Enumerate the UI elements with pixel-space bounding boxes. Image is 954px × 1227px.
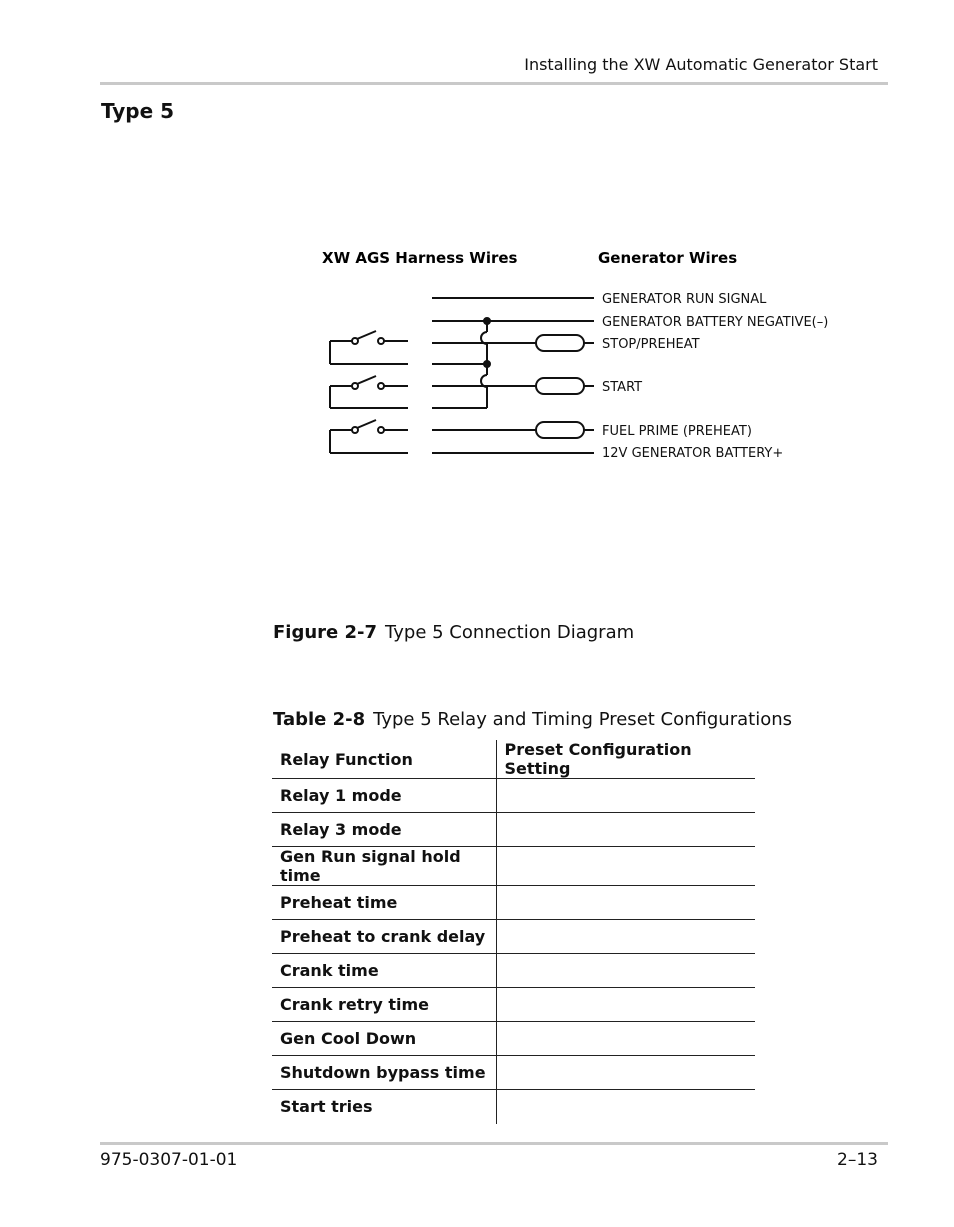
- table-header-row: [272, 740, 755, 779]
- table-row: [272, 954, 755, 988]
- table-row: [272, 847, 755, 886]
- table-row: [272, 1090, 755, 1124]
- figure-caption: [273, 622, 634, 643]
- setting-cell: [496, 847, 755, 886]
- relay-function-cell: Preheat time: [272, 886, 496, 920]
- setting-cell: [496, 779, 755, 813]
- connector-fuel-prime: [536, 422, 584, 438]
- label-start: START: [602, 380, 643, 395]
- label-fuel-prime: FUEL PRIME (PREHEAT): [602, 424, 752, 439]
- setting-cell: [496, 1056, 755, 1090]
- table-caption-text: Type 5 Relay and Timing Preset Configurations: [373, 709, 792, 730]
- document-number: 975-0307-01-01: [100, 1150, 238, 1170]
- table-row: [272, 779, 755, 813]
- setting-cell: [496, 886, 755, 920]
- running-header: Installing the XW Automatic Generator Start: [524, 55, 878, 74]
- relay-function-cell: Start tries: [272, 1090, 496, 1124]
- harness-wires-heading: XW AGS Harness Wires: [322, 249, 518, 267]
- setting-cell: [496, 954, 755, 988]
- table-caption: [273, 709, 792, 730]
- relay-function-cell: Shutdown bypass time: [272, 1056, 496, 1090]
- relay-function-cell: Crank retry time: [272, 988, 496, 1022]
- setting-cell: [496, 988, 755, 1022]
- figure-number: Figure 2-7: [273, 622, 378, 643]
- relay-function-cell: Crank time: [272, 954, 496, 988]
- label-run-signal: GENERATOR RUN SIGNAL: [602, 292, 767, 307]
- table-number: Table 2-8: [273, 709, 366, 730]
- junction-dot: [484, 318, 490, 324]
- connector-start: [536, 378, 584, 394]
- label-battery-negative: GENERATOR BATTERY NEGATIVE(–): [602, 315, 829, 330]
- relay-function-cell: Gen Run signal hold time: [272, 847, 496, 886]
- connection-diagram: [300, 240, 860, 470]
- setting-cell: [496, 1022, 755, 1056]
- relay-contact-1: [330, 331, 408, 364]
- column-header-preset-setting: Preset Configuration Setting: [496, 740, 755, 779]
- relay-function-cell: Gen Cool Down: [272, 1022, 496, 1056]
- page-number: 2–13: [837, 1150, 878, 1170]
- table-row: [272, 886, 755, 920]
- wiring: [330, 298, 594, 453]
- table-row: [272, 813, 755, 847]
- relay-function-cell: Preheat to crank delay: [272, 920, 496, 954]
- column-header-relay-function: Relay Function: [272, 740, 496, 779]
- table-row: [272, 1022, 755, 1056]
- setting-cell: [496, 920, 755, 954]
- table-row: [272, 920, 755, 954]
- section-title: Type 5: [101, 99, 175, 123]
- setting-cell: [496, 813, 755, 847]
- label-battery-positive: 12V GENERATOR BATTERY+: [602, 446, 784, 461]
- setting-cell: [496, 1090, 755, 1124]
- generator-wires-heading: Generator Wires: [598, 249, 738, 267]
- table-row: [272, 1056, 755, 1090]
- figure-caption-text: Type 5 Connection Diagram: [385, 622, 635, 643]
- relay-contact-3: [330, 420, 408, 453]
- relay-function-cell: Relay 1 mode: [272, 779, 496, 813]
- connector-stop-preheat: [536, 335, 584, 351]
- relay-contact-2: [330, 376, 408, 408]
- table-row: [272, 988, 755, 1022]
- label-stop-preheat: STOP/PREHEAT: [602, 337, 700, 352]
- header-rule: [100, 82, 888, 85]
- relay-function-cell: Relay 3 mode: [272, 813, 496, 847]
- footer-rule: [100, 1142, 888, 1145]
- preset-configuration-table: [272, 740, 755, 1124]
